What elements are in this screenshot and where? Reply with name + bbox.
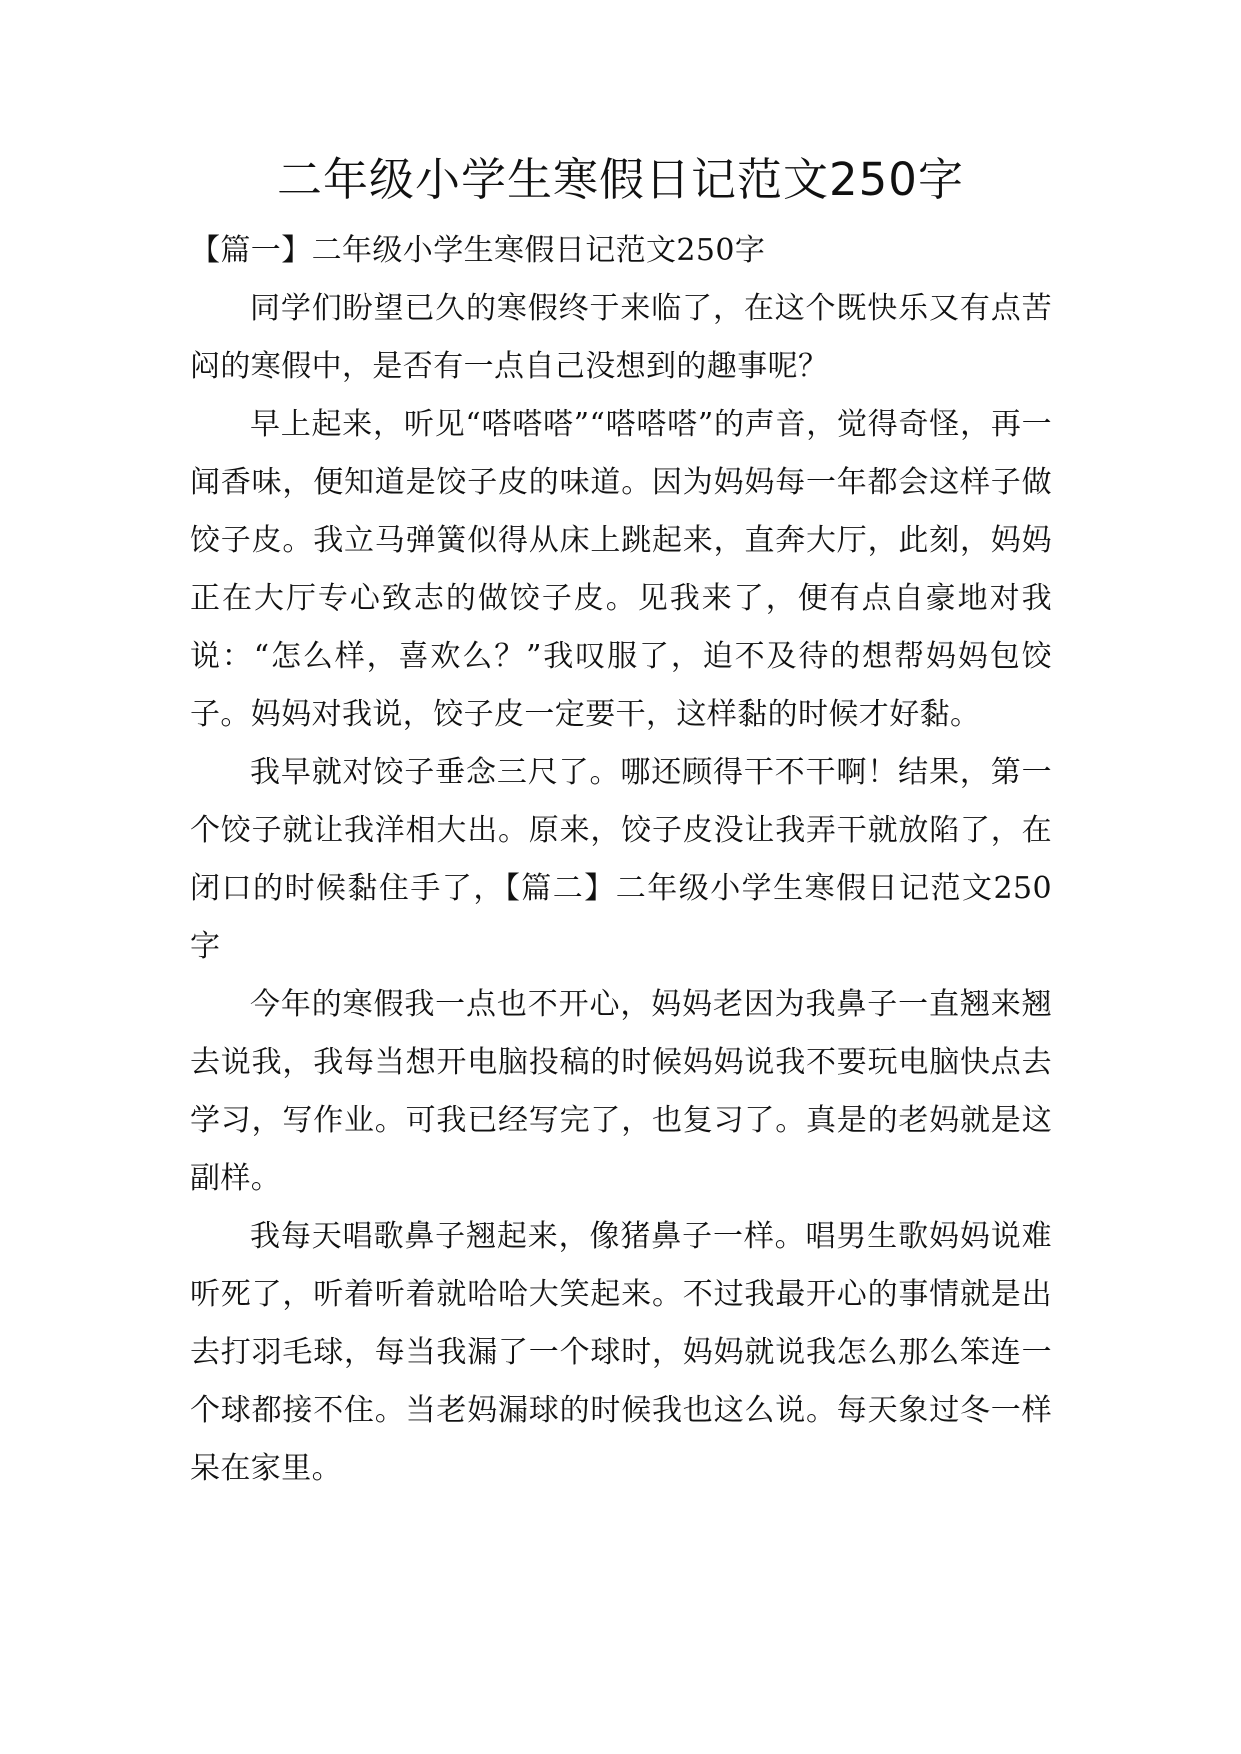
paragraph: 我每天唱歌鼻子翘起来，像猪鼻子一样。唱男生歌妈妈说难听死了，听着听着就哈哈大笑起来。不过我最开心的事情就是出去打羽毛球，每当我漏了一个球时，妈妈就说我怎么那么笨连一个球都接不住。当老妈漏球的时候我也这么说。每天象过冬一样呆在家里。: [190, 1219, 1052, 1486]
paragraph: 我早就对饺子垂念三尺了。哪还顾得干不干啊！结果，第一个饺子就让我洋相大出。原来，饺子皮没让我弄干就放陷了，在闭口的时候黏住手了，【篇二】二年级小学生寒假日记范文250字: [190, 755, 1052, 964]
section-heading-1: 【篇一】二年级小学生寒假日记范文250字: [190, 233, 766, 268]
document-body: [190, 222, 1052, 1498]
paragraph: 今年的寒假我一点也不开心，妈妈老因为我鼻子一直翘来翘去说我，我每当想开电脑投稿的时候妈妈说我不要玩电脑快点去学习，写作业。可我已经写完了，也复习了。真是的老妈就是这副样。: [190, 987, 1052, 1196]
document-title: 二年级小学生寒假日记范文250字: [277, 153, 964, 206]
paragraph: 早上起来，听见“嗒嗒嗒”“嗒嗒嗒”的声音，觉得奇怪，再一闻香味，便知道是饺子皮的味道。因为妈妈每一年都会这样子做饺子皮。我立马弹簧似得从床上跳起来，直奔大厅，此刻，妈妈正在大厅专心致志的做饺子皮。见我来了，便有点自豪地对我说：“怎么样，喜欢么？”我叹服了，迫不及待的想帮妈妈包饺子。妈妈对我说，饺子皮一定要干，这样黏的时候才好黏。: [190, 407, 1052, 732]
paragraph: 同学们盼望已久的寒假终于来临了，在这个既快乐又有点苦闷的寒假中，是否有一点自己没想到的趣事呢？: [190, 291, 1052, 384]
